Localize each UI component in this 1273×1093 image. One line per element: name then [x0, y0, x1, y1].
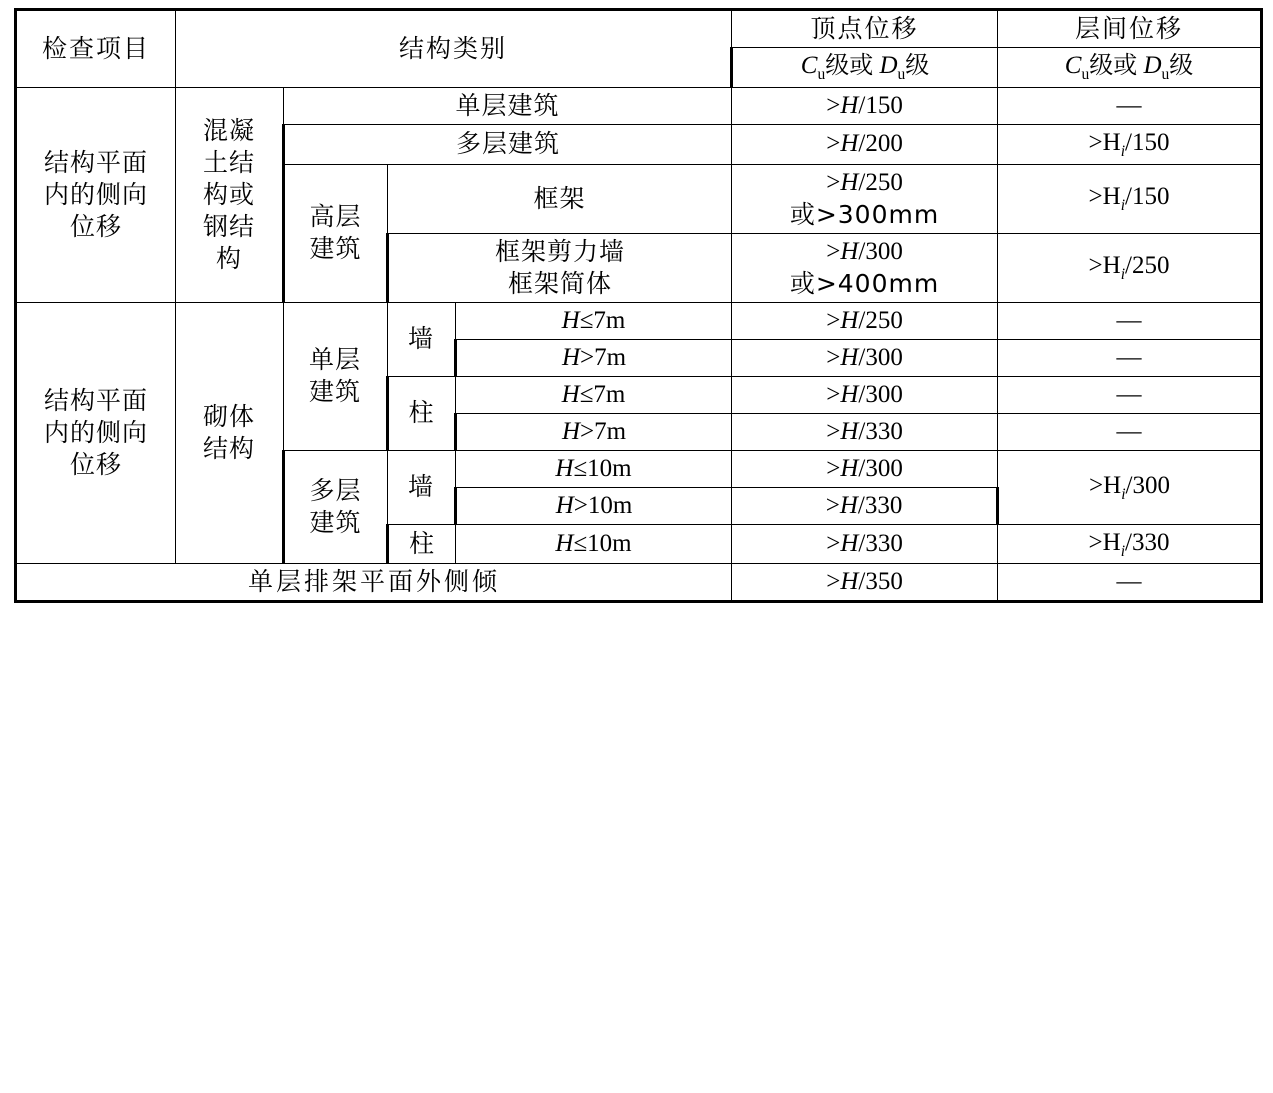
- group2-multistory-label: 多层 建筑: [284, 450, 388, 564]
- group1-row4-top-line2: 或>400mm: [789, 268, 940, 298]
- group2-row1-cond: H≤7m: [456, 302, 732, 339]
- group2-row7-top: >H/330: [732, 524, 998, 564]
- group2-singlestory-label: 单层 建筑: [284, 302, 388, 450]
- group1-row1-subtype: 单层建筑: [284, 87, 732, 124]
- group2-row3-top: >H/300: [732, 376, 998, 413]
- group2-row6-top: >H/330: [732, 487, 998, 524]
- group1-row2-story: $>H_i/150$: [998, 124, 1262, 164]
- group2-row1-story: —: [998, 302, 1262, 339]
- group1-row4-top: [732, 233, 998, 302]
- structural-displacement-table: [14, 8, 1263, 603]
- header-grade-story: $C_u$级或 $D_u$级: [998, 48, 1262, 88]
- group2-row4-cond: H>7m: [456, 413, 732, 450]
- header-grade-top: $C_u$级或 $D_u$级: [732, 48, 998, 88]
- group2-check-item: 结构平面 内的侧向 位移: [16, 302, 176, 564]
- group1-row2-top: >H/200: [732, 124, 998, 164]
- footer-story: —: [998, 564, 1262, 602]
- group2-row5-story: $>H_i/300$: [998, 450, 1262, 524]
- group1-row3-top-line1: >H/250: [826, 168, 903, 196]
- table-header-row-1: [16, 10, 1262, 48]
- group1-row3-subtype: 框架: [388, 164, 732, 233]
- header-story-displacement: 层间位移: [998, 10, 1262, 48]
- group2-row7-story: $>H_i/330$: [998, 524, 1262, 564]
- group1-row4-subtype: [388, 233, 732, 302]
- group1-row3-top: [732, 164, 998, 233]
- group1-check-item: 结构平面 内的侧向 位移: [16, 87, 176, 302]
- group2-row1-element: 墙: [388, 302, 456, 376]
- group2-row6-cond: H>10m: [456, 487, 732, 524]
- group1-row1-story: —: [998, 87, 1262, 124]
- table-row: [16, 564, 1262, 602]
- group1-highrise-label: 高层 建筑: [284, 164, 388, 302]
- footer-top: >H/350: [732, 564, 998, 602]
- group1-row1-top: >H/150: [732, 87, 998, 124]
- group1-row4-story: $>H_i/250$: [998, 233, 1262, 302]
- table-row: [16, 87, 1262, 124]
- group2-row5-cond: H≤10m: [456, 450, 732, 487]
- group1-row2-subtype: 多层建筑: [284, 124, 732, 164]
- table-row: [16, 302, 1262, 339]
- group1-row4-top-line1: >H/300: [826, 237, 903, 265]
- group2-row3-story: —: [998, 376, 1262, 413]
- group2-row2-cond: H>7m: [456, 339, 732, 376]
- group1-material: 混凝 土结 构或 钢结 构: [176, 87, 284, 302]
- group2-row4-story: —: [998, 413, 1262, 450]
- group2-row7-cond: H≤10m: [456, 524, 732, 564]
- group1-row3-top-line2: 或>300mm: [789, 199, 940, 229]
- group2-row2-story: —: [998, 339, 1262, 376]
- header-check-item: 检查项目: [16, 10, 176, 88]
- group2-row5-element: 墙: [388, 450, 456, 524]
- group1-row4-subtype-line2: 框架简体: [508, 268, 613, 298]
- footer-label: 单层排架平面外侧倾: [16, 564, 732, 602]
- group1-row4-subtype-line1: 框架剪力墙: [495, 236, 626, 266]
- group2-row3-cond: H≤7m: [456, 376, 732, 413]
- group1-row3-story: $>H_i/150$: [998, 164, 1262, 233]
- group2-row5-top: >H/300: [732, 450, 998, 487]
- group2-material: 砌体 结构: [176, 302, 284, 564]
- header-top-displacement: 顶点位移: [732, 10, 998, 48]
- group2-row3-element: 柱: [388, 376, 456, 450]
- group2-row2-top: >H/300: [732, 339, 998, 376]
- header-structure-type: 结构类别: [176, 10, 732, 88]
- group2-row7-element: 柱: [388, 524, 456, 564]
- group2-row4-top: >H/330: [732, 413, 998, 450]
- group2-row1-top: >H/250: [732, 302, 998, 339]
